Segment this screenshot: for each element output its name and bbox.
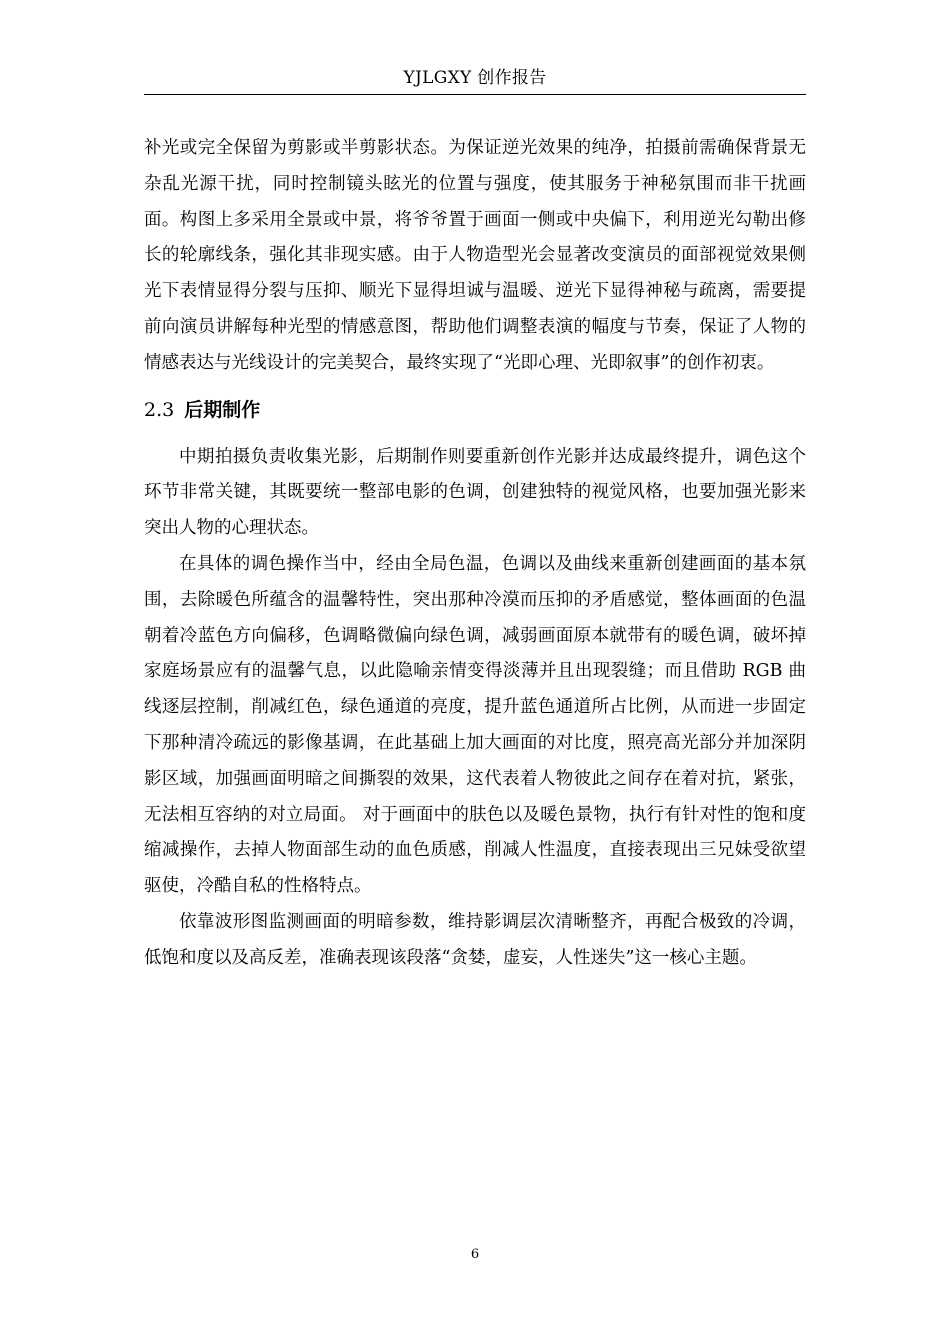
paragraph-continuation: 补光或完全保留为剪影或半剪影状态。为保证逆光效果的纯净，拍摄前需确保背景无杂乱光源干扰，同时控制镜头眩光的位置与强度，使其服务于神秘氛围而非干扰画面。构图上多采用全景或中景，将爷爷置于画面一侧或中央偏下，利用逆光勾勒出修长的轮廓线条，强化其非现实感。由于人物造型光会显著改变演员的面部视觉效果侧光下表情显得分裂与压抑、顺光下显得坦诚与温暖、逆光下显得神秘与疏离，需要提前向演员讲解每种光型的情感意图，帮助他们调整表演的幅度与节奏，保证了人物的情感表达与光线设计的完美契合，最终实现了“光即心理、光即叙事”的创作初衷。 [144, 138, 806, 373]
header-rule [144, 94, 806, 95]
paragraph-waveform: 依靠波形图监测画面的明暗参数，维持影调层次清晰整齐，再配合极致的冷调，低饱和度以及高反差，准确表现该段落“贪婪，虚妄，人性迷失”这一核心主题。 [144, 911, 806, 968]
section-heading [144, 392, 806, 428]
paragraph-intro: 中期拍摄负责收集光影，后期制作则要重新创作光影并达成最终提升，调色这个环节非常关键，其既要统一整部电影的色调，创建独特的视觉风格，也要加强光影来突出人物的心理状态。 [144, 446, 806, 539]
paragraph-color-grading: 在具体的调色操作当中，经由全局色温，色调以及曲线来重新创建画面的基本氛围，去除暖色所蕴含的温馨特性，突出那种冷漠而压抑的矛盾感觉，整体画面的色温朝着冷蓝色方向偏移，色调略微偏向绿色调，减弱画面原本就带有的暖色调，破坏掉家庭场景应有的温馨气息，以此隐喻亲情变得淡薄并且出现裂缝；而且借助 RGB 曲线逐层控制，削减红色，绿色通道的亮度，提升蓝色通道所占比例，从而进一步固定下那种清冷疏远的影像基调，在此基础上加大画面的对比度，照亮高光部分并加深阴影区域，加强画面明暗之间撕裂的效果，这代表着人物彼此之间存在着对抗，紧张，无法相互容纳的对立局面。 对于画面中的肤色以及暖色景物，执行有针对性的饱和度缩减操作，去掉人物面部生动的血色质感，削减人性温度，直接表现出三兄妹受欲望驱使，冷酷自私的性格特点。 [144, 553, 806, 897]
section-number: 2.3 [144, 398, 175, 421]
running-header: YJLGXY 创作报告 [403, 68, 547, 88]
section-title: 后期制作 [184, 398, 261, 421]
page-number: 6 [470, 1247, 480, 1262]
page-content [144, 131, 806, 977]
